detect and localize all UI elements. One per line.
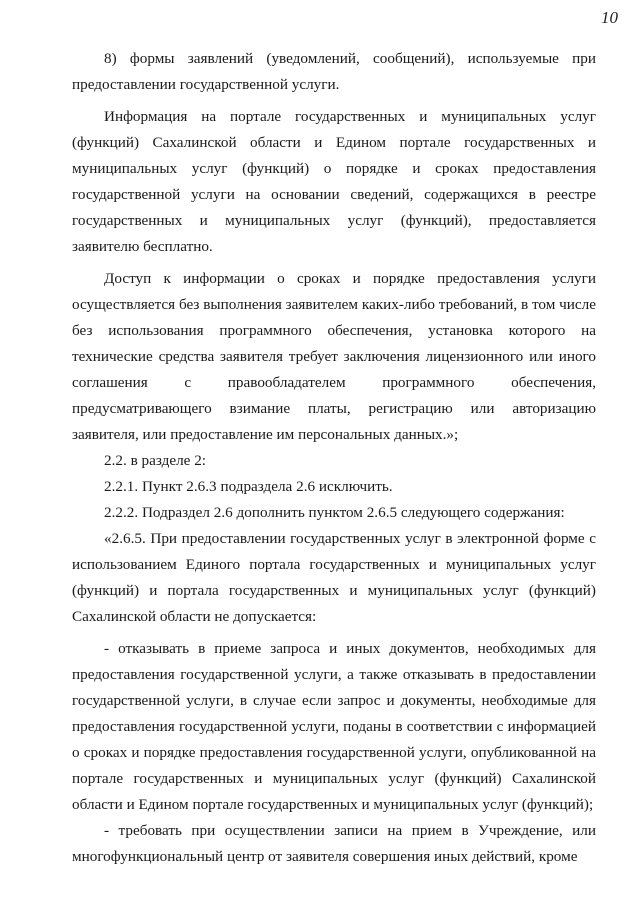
paragraph-section-2: 2.2. в разделе 2: [104,452,207,469]
page-number: 10 [601,8,618,27]
paragraph-portal-information: Информация на портале государственных и муниципальных услуг (функций) Сахалинской области и Едином портале государственных и муниципальных услуг (функций) о порядке и сроках предоставления государственной услуги на основании сведений, содержащихся в реестре государственных и муниципальных услуг (функций), предоставляется заявителю бесплатно. [72,108,596,255]
paragraph-access-to-information: Доступ к информации о сроках и порядке предоставления услуги осуществляется без выполнения заявителем каких-либо требований, в том числе без использования программного обеспечения, установка которого на технические средства заявителя требует заключения лицензионного или иного соглашения с правообладателем программного обеспечения, предусматривающего взимание платы, регистрацию или авторизацию заявителя, или предоставление им персональных данных.»; [72,270,596,443]
paragraph-forms-of-applications: 8) формы заявлений (уведомлений, сообщений), используемые при предоставлении государственной услуги. [72,50,596,93]
paragraph-2-2-2: 2.2.2. Подраздел 2.6 дополнить пунктом 2.6.5 следующего содержания: [104,504,565,521]
document-body [72,46,596,870]
paragraph-2-6-5: «2.6.5. При предоставлении государственных услуг в электронной форме с использованием Единого портала государственных и муниципальных услуг (функций) и портала государственных и муниципальных услуг (функций) Сахалинской области не допускается: [72,530,596,625]
paragraph-refuse-request: - отказывать в приеме запроса и иных документов, необходимых для предоставления государственной услуги, а также отказывать в предоставлении государственной услуги, в случае если запрос и документы, необходимые для предоставления государственной услуги, поданы в соответствии с информацией о сроках и порядке предоставления государственной услуги, опубликованной на портале государственных и муниципальных услуг (функций) Сахалинской области и Едином портале государственных и муниципальных услуг (функций); [72,640,596,813]
paragraph-2-2-1: 2.2.1. Пункт 2.6.3 подраздела 2.6 исключить. [104,478,393,495]
paragraph-require-actions: - требовать при осуществлении записи на прием в Учреждение, или многофункциональный центр от заявителя совершения иных действий, кроме [72,822,596,865]
